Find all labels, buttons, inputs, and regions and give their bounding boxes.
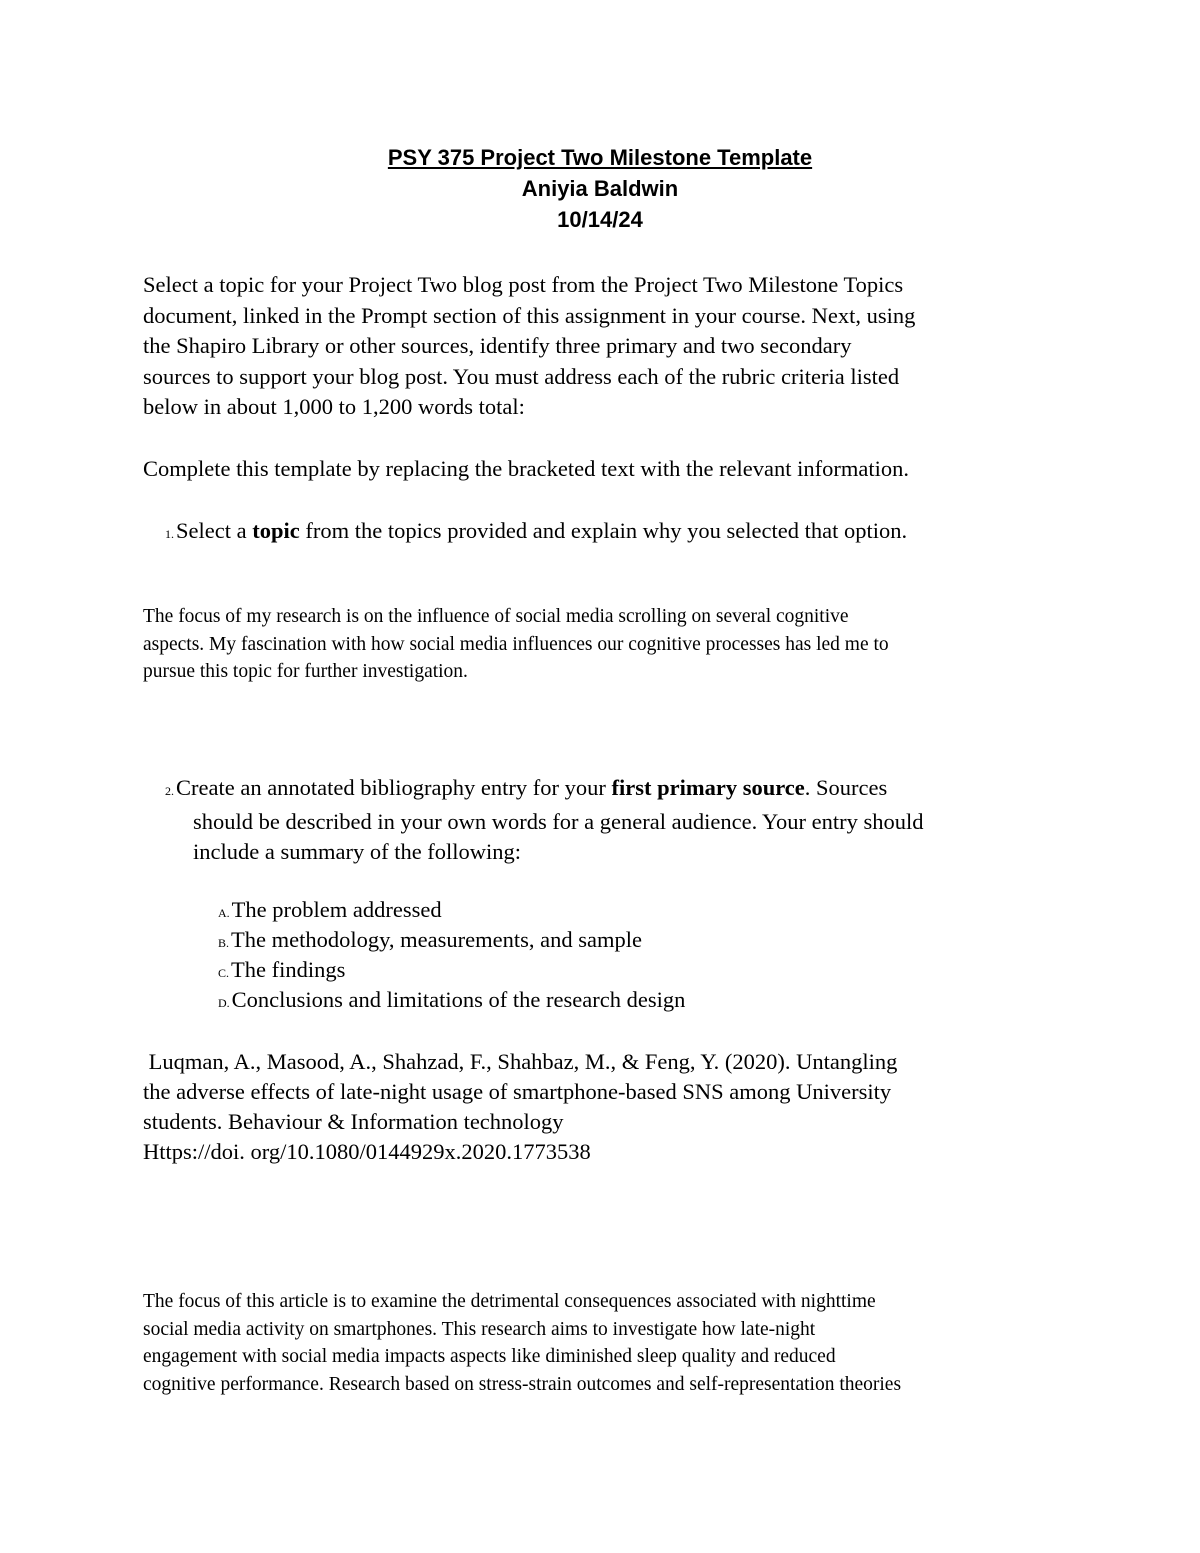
summary-line: engagement with social media impacts aspects like diminished sleep quality and reduced [143,1346,836,1367]
item2-text-before: Create an annotated bibliography entry for your [176,775,612,800]
answer-line: aspects. My fascination with how social media influences our cognitive processes has led me to [143,633,889,655]
intro-line: below in about 1,000 to 1,200 words total: [143,394,525,419]
sub-list [218,895,685,1015]
document-title: PSY 375 Project Two Milestone Template [387,145,813,170]
summary-line: The focus of this article is to examine the detrimental consequences associated with nighttime [143,1291,876,1312]
item1-text-before: Select a [176,518,253,543]
item2-first-line [165,773,1065,807]
list-item-1 [165,516,907,550]
summary-paragraph [143,1288,1073,1398]
item2-line: include a summary of the following: [193,839,522,864]
document-date: 10/14/24 [557,207,643,232]
answer-line: The focus of my research is on the influence of social media scrolling on several cognitive [143,606,849,627]
list-marker: 1. [165,527,174,541]
item2-line: should be described in your own words for a general audience. Your entry should [193,808,924,834]
intro-line: sources to support your blog post. You must address each of the rubric criteria listed [143,363,900,389]
intro-paragraph [143,270,1073,423]
item1-text-after: from the topics provided and explain why you selected that option. [299,518,908,543]
sub-list-item: A.The problem addressed [218,897,442,922]
author-name: Aniyia Baldwin [521,176,679,201]
summary-line: cognitive performance. Research based on stress-strain outcomes and self-representation theories [143,1373,902,1395]
intro-line: document, linked in the Prompt section of this assignment in your course. Next, using [143,302,916,328]
item2-text-after: . Sources [804,775,888,800]
document-header [0,142,1200,235]
item1-bold: topic [252,518,300,543]
citation-line: students. Behaviour & Information technology [143,1109,564,1134]
citation-line: Luqman, A., Masood, A., Shahzad, F., Shahbaz, M., & Feng, Y. (2020). Untangling [143,1049,898,1074]
template-instruction: Complete this template by replacing the bracketed text with the relevant information. [143,456,909,481]
intro-line: Select a topic for your Project Two blog post from the Project Two Milestone Topics [143,272,904,297]
intro-line: the Shapiro Library or other sources, identify three primary and two secondary [143,333,852,358]
citation-block [143,1047,1073,1167]
sub-list-item: C.The findings [218,957,346,982]
item2-bold: first primary source [611,775,805,800]
citation-line: the adverse effects of late-night usage of smartphone-based SNS among University [143,1079,892,1104]
citation-line: Https://doi. org/10.1080/0144929x.2020.1773538 [143,1139,591,1164]
list-marker: 2. [165,784,174,798]
sub-list-item: D.Conclusions and limitations of the research design [218,987,686,1012]
list-item-2 [165,773,1065,868]
answer-1-paragraph [143,603,1073,686]
sub-list-item: B.The methodology, measurements, and sample [218,927,642,952]
answer-line: pursue this topic for further investigation. [143,661,468,682]
summary-line: social media activity on smartphones. This research aims to investigate how late-night [143,1318,816,1340]
